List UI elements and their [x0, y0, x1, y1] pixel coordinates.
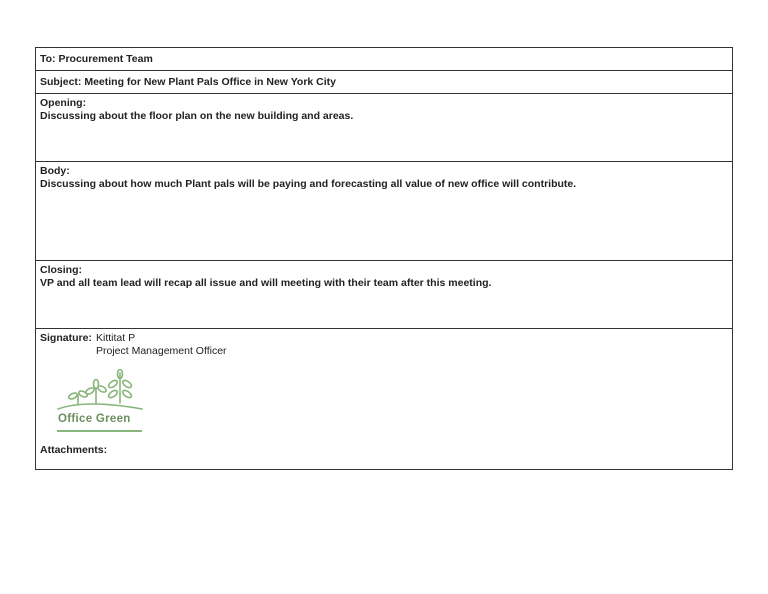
logo-text: Office Green: [58, 413, 131, 425]
office-green-logo: [56, 369, 146, 433]
opening-text: Discussing about the floor plan on the new building and areas.: [40, 110, 354, 122]
opening-label: Opening:: [40, 97, 87, 109]
signature-title: Project Management Officer: [96, 345, 227, 357]
subject-row: [36, 71, 732, 94]
to-row: [36, 48, 732, 71]
closing-row: [36, 261, 732, 329]
body-label: Body:: [40, 165, 70, 177]
logo-underline: [57, 430, 142, 432]
closing-label: Closing:: [40, 264, 82, 276]
subject-text: Subject: Meeting for New Plant Pals Office in New York City: [40, 76, 337, 88]
to-text: To: Procurement Team: [40, 53, 153, 65]
signature-block: [40, 332, 728, 358]
signature-row: [36, 329, 732, 469]
opening-row: [36, 94, 732, 162]
body-row: [36, 162, 732, 261]
signature-name: Kittitat P: [96, 332, 136, 344]
memo-table: [35, 47, 733, 470]
closing-text: VP and all team lead will recap all issue and will meeting with their team after this meeting.: [40, 277, 492, 289]
body-text: Discussing about how much Plant pals will be paying and forecasting all value of new office will contribute.: [40, 178, 577, 190]
plant-sprouts-icon: [56, 369, 146, 413]
signature-label: Signature:: [40, 332, 92, 344]
attachments-label: Attachments:: [40, 444, 108, 456]
